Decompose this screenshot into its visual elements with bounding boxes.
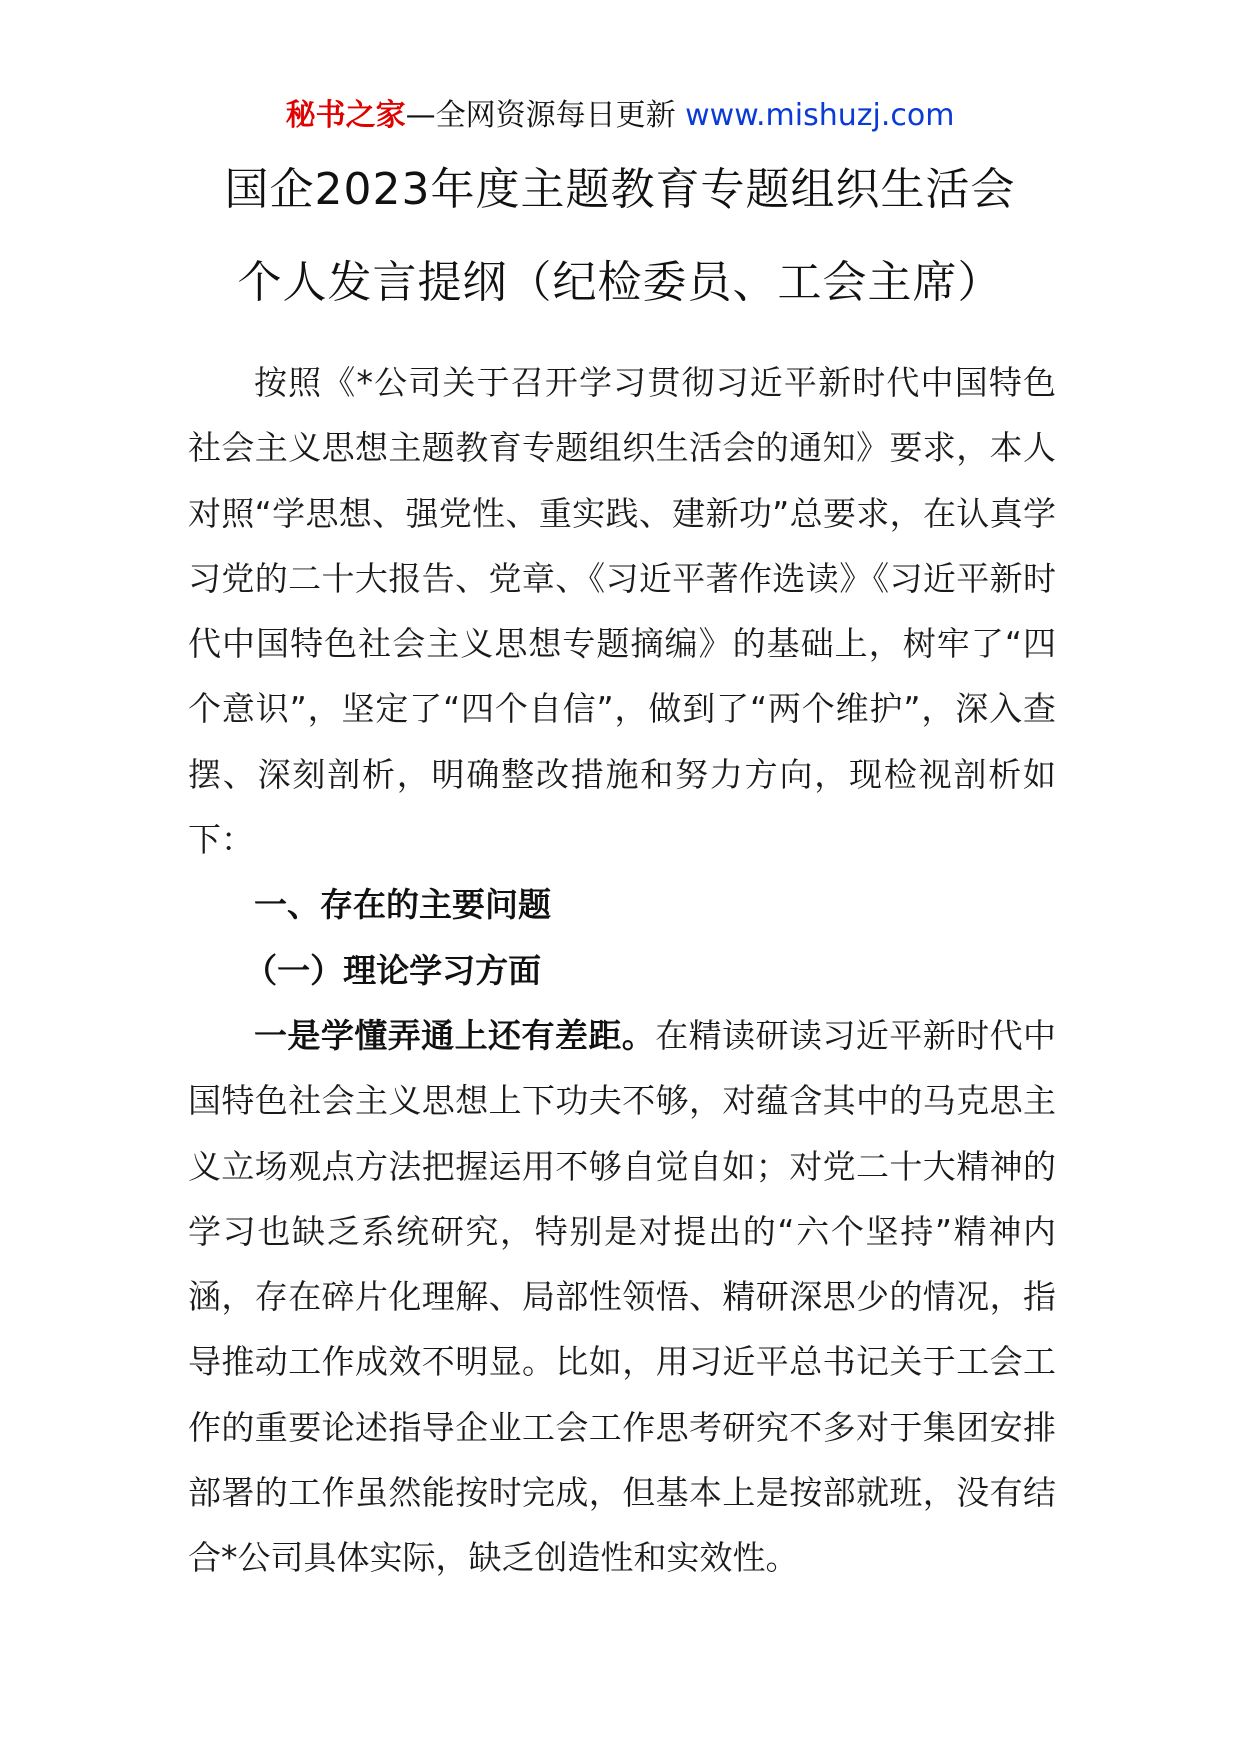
document-title-line-2: 个人发言提纲（纪检委员、工会主席） — [237, 257, 1003, 308]
header-tagline: —全网资源每日更新 — [405, 98, 686, 133]
point-text: 在精读研读习近平新时代中国特色社会主义思想上下功夫不够，对蕴含其中的马克思主义立场观点方法把握运用不够自觉自如；对党二十大精神的学习也缺乏系统研究，特别是对提出的“六个坚持”精神内涵，存在碎片化理解、局部性领悟、精研深思少的情况，指导推动工作成效不明显。比如，用习近平总书记关于工会工作的重要论述指导企业工会工作思考研究不多对于集团安排部署的工作虽然能按时完成，但基本上是按部就班，没有结合*公司具体实际，缺乏创造性和实效性。 — [188, 1015, 1057, 1578]
site-header — [0, 96, 1240, 136]
document-body — [188, 350, 1056, 1591]
point-lead: 一是学懂弄通上还有差距。 — [254, 1015, 656, 1055]
intro-paragraph: 按照《*公司关于召开学习贯彻习近平新时代中国特色社会主义思想主题教育专题组织生活会的通知》要求，本人对照“学思想、强党性、重实践、建新功”总要求，在认真学习党的二十大报告、党章、《习近平著作选读》《习近平新时代中国特色社会主义思想专题摘编》的基础上，树牢了“四个意识”，坚定了“四个自信”，做到了“两个维护”，深入查摆、深刻剖析，明确整改措施和努力方向，现检视剖析如下： — [188, 363, 1056, 860]
section-heading: 一、存在的主要问题 — [254, 885, 551, 925]
site-url-link[interactable]: www.mishuzj.com — [685, 98, 955, 133]
brand-name: 秘书之家 — [285, 98, 406, 133]
subsection-heading: （一）理论学习方面 — [244, 950, 542, 990]
document-title-line-1: 国企2023年度主题教育专题组织生活会 — [224, 164, 1016, 215]
point-paragraph — [188, 1003, 1056, 1591]
